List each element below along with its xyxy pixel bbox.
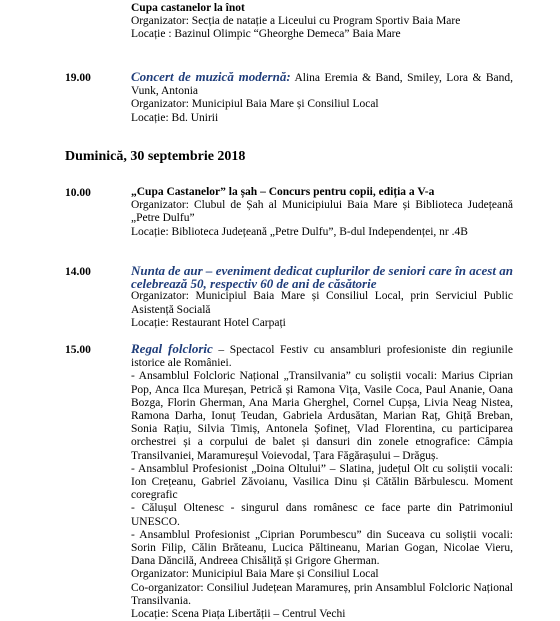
event-intro-line: [131, 342, 513, 370]
ensemble-paragraph: - Ansamblul Folcloric Național „Transilvania” cu soliștii vocali: Marius Ciprian Pop, Anca Ilca Mureșan, Petrică și Ramona Vița, Vasile Coca, Paul Ananie, Oana Bozga, Florin Gherman, Ana Maria Gherghel, Cornel Cupșa, Livia Neag Nistea, Ramona Darha, Ionuț Teudan, Gabriela Ardusătan, Marian Raț, Ghiță Breban, Sonia Rațiu, Silvia Timiș, Antonela Șofineț, Vlad Florentina, cu participarea orchestrei și a corpului de balet și dansuri din zonele etnografice: Câmpia Transilvaniei, Maramureșul Voievodal, Țara Făgărașului – Drăguș.: [131, 370, 513, 462]
event-time: 10.00: [65, 187, 91, 199]
ensemble-paragraph: - Călușul Oltenesc - singurul dans românesc ce face parte din Patrimoniul UNESCO.: [131, 502, 513, 528]
event-title: Concert de muzică modernă:: [131, 69, 291, 84]
event-location: Locație: Bd. Unirii: [131, 111, 219, 124]
event-title: Nunta de aur – eveniment dedicat cuplurilor de seniori care în acest an celebrează 50, respectiv 60 de ani de căsătorie: [131, 263, 513, 292]
event-title: Cupa castanelor la înot: [131, 2, 245, 14]
day-heading: Duminică, 30 septembrie 2018: [65, 149, 246, 164]
event-regal-folcloric: [131, 342, 513, 621]
event-location: Locație: Restaurant Hotel Carpați: [131, 316, 286, 329]
ensemble-paragraph: - Ansamblul Profesionist „Doina Oltului” – Slatina, județul Olt cu soliștii vocali: Ion Crețeanu, Gabriel Zăvoianu, Vasilica Dinu și Cătălin Bărbulescu. Moment coregrafic: [131, 462, 513, 502]
event-organizer: Organizator: Municipiul Baia Mare și Consiliul Local, prin Serviciul Public Asistență Socială: [131, 290, 513, 316]
event-intro: – Spectacol Festiv cu ansambluri profesioniste din regiunile istorice ale României.: [131, 344, 513, 370]
event-concert: [131, 70, 513, 125]
event-title: „Cupa Castanelor” la șah – Concurs pentru copii, ediția a V-a: [131, 186, 435, 198]
event-location: Locație: Biblioteca Județeană „Petre Dulfu”, B-dul Independenței, nr .4B: [131, 225, 468, 238]
event-coorganizer: Co-organizator: Consiliul Județean Maramureș, prin Ansamblul Folcloric Național Transilvania.: [131, 581, 513, 607]
ensemble-paragraph: - Ansamblul Profesionist „Ciprian Porumbescu” din Suceava cu soliștii vocali: Sorin Filip, Călin Brăteanu, Lucica Păltineanu, Marian Gogan, Nicolae Vieru, Dana Dăncilă, Andreea Chisăliță și Grigore Gherman.: [131, 528, 513, 568]
event-title: Regal folcloric: [131, 341, 213, 356]
event-organizer: Organizator: Municipiul Baia Mare și Consiliul Local: [131, 98, 379, 111]
event-organizer: Organizator: Clubul de Șah al Municipiului Baia Mare și Biblioteca Județeană „Petre Dulfu”: [131, 199, 513, 225]
event-time: 14.00: [65, 266, 91, 278]
event-nunta-aur: [131, 264, 513, 330]
event-organizer: Organizator: Secția de natație a Liceului cu Program Sportiv Baia Mare: [131, 15, 461, 28]
event-time: 15.00: [65, 344, 91, 356]
event-cupa-inot: [131, 2, 513, 42]
event-time: 19.00: [65, 72, 91, 84]
event-cupa-sah: [131, 186, 513, 239]
event-location: Locație: Scena Piața Libertății – Centrul Vechi: [131, 608, 346, 621]
event-desc: Alina Eremia & Band, Smiley, Lora & Band, Vunk, Antonia: [131, 72, 513, 98]
event-location: Locație : Bazinul Olimpic “Gheorghe Demeca” Baia Mare: [131, 28, 401, 41]
event-desc-line: [131, 70, 513, 98]
event-organizer: Organizator: Municipiul Baia Mare și Consiliul Local: [131, 568, 379, 581]
